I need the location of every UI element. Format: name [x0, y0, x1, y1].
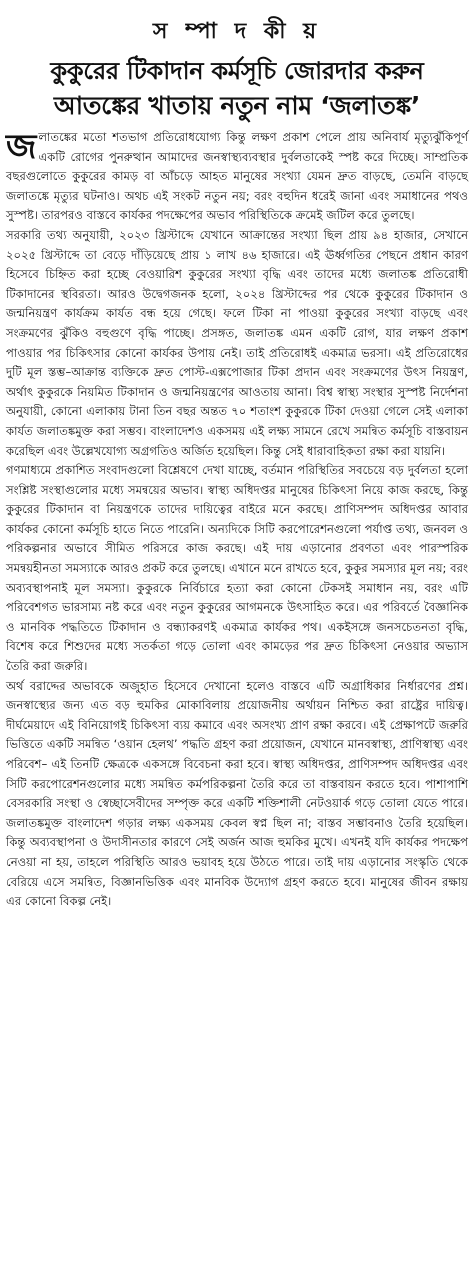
article-paragraph-text: লাতঙ্কের মতো শতভাগ প্রতিরোধযোগ্য কিন্তু লক্ষণ প্রকাশ পেলে প্রায় অনিবার্য মৃত্যুঝুঁকিপূর্ণ একটি রোগের পুনরুত্থান আমাদের জনস্বাস্থ্যব্যবস্থার দুর্বলতাকেই স্পষ্ট করে দিচ্ছে। সাম্প্রতিক বছরগুলোতে কুকুরের কামড় বা আঁচড়ে আহত মানুষের সংখ্যা যেমন দ্রুত বাড়ছে, তেমনি বাড়ছে জলাতঙ্কে মৃত্যুর ঘটনাও। অথচ এই সংকট নতুন নয়; বরং বহুদিন ধরেই জানা এবং সমাধানের পথও সুস্পষ্ট। তারপরও বাস্তবে কার্যকর পদক্ষেপের অভাব পরিস্থিতিকে ক্রমেই জটিল করে তুলছে। — [6, 130, 468, 223]
article-paragraph: গণমাধ্যমে প্রকাশিত সংবাদগুলো বিশ্লেষণে দেখা যাচ্ছে, বর্তমান পরিস্থিতির সবচেয়ে বড় দুর্বলতা হলো সংশ্লিষ্ট সংস্থাগুলোর মধ্যে সমন্বয়ের অভাব। স্বাস্থ্য অধিদপ্তর মানুষের চিকিৎসা নিয়ে কাজ করছে, কিন্তু কুকুরের টিকাদান বা নিয়ন্ত্রণকে তাদের দায়িত্বের বাইরে মনে করছে। প্রাণিসম্পদ অধিদপ্তর আবার কার্যকর কোনো কর্মসূচি হাতে নিতে পারেনি। অন্যদিকে সিটি করপোরেশনগুলো পর্যাপ্ত তথ্য, জনবল ও পরিকল্পনার অভাবে সীমিত পরিসরে কাজ করছে। এই দায় এড়ানোর প্রবণতা এবং পারস্পরিক সমন্বয়হীনতা সমস্যাকে আরও প্রকট করে তুলছে। এখানে মনে রাখতে হবে, কুকুর সমস্যার মূল নয়; বরং অব্যবস্থাপনাই মূল সমস্যা। কুকুরকে নির্বিচারে হত্যা করা কোনো টেকসই সমাধান নয়, বরং এটি পরিবেশগত ভারসাম্য নষ্ট করে এবং নতুন কুকুরের আগমনকে উৎসাহিত করে। এর পরিবর্তে বৈজ্ঞানিক ও মানবিক পদ্ধতিতে টিকাদান ও বন্ধ্যাকরণই একমাত্র কার্যকর পথ। একইসঙ্গে জনসচেতনতা বৃদ্ধি, বিশেষ করে শিশুদের মধ্যে সতর্কতা গড়ে তোলা এবং কামড়ের পর দ্রুত চিকিৎসা নেওয়ার অভ্যাস তৈরি করা জরুরি। — [6, 463, 468, 674]
article-paragraph: সরকারি তথ্য অনুযায়ী, ২০২৩ খ্রিস্টাব্দে যেখানে আক্রান্তের সংখ্যা ছিল প্রায় ৯৪ হাজার, সেখানে ২০২৫ খ্রিস্টাব্দে তা বেড়ে দাঁড়িয়েছে প্রায় ১ লাখ ৪৬ হাজারে। এই ঊর্ধ্বগতির পেছনে প্রধান কারণ হিসেবে চিহ্নিত করা হচ্ছে বেওয়ারিশ কুকুরের সংখ্যা বৃদ্ধি এবং তাদের মধ্যে জলাতঙ্ক প্রতিরোধী টিকাদানের স্থবিরতা। আরও উদ্বেগজনক হলো, ২০২৪ খ্রিস্টাব্দের পর থেকে কুকুরের টিকাদান ও জন্মনিয়ন্ত্রণ কার্যক্রম কার্যত বন্ধ হয়ে গেছে। ফলে টিকা না পাওয়া কুকুরের সংখ্যা বাড়ছে এবং সংক্রমণের ঝুঁকিও বহুগুণে বৃদ্ধি পাচ্ছে। প্রসঙ্গত, জলাতঙ্ক এমন একটি রোগ, যার লক্ষণ প্রকাশ পাওয়ার পর চিকিৎসার কোনো কার্যকর উপায় নেই। তাই প্রতিরোধই একমাত্র ভরসা। এই প্রতিরোধের দুটি মূল স্তম্ভ–আক্রান্ত ব্যক্তিকে দ্রুত পোস্ট-এক্সপোজার টিকা প্রদান এবং সংক্রমণের উৎস নিয়ন্ত্রণ, অর্থাৎ কুকুরকে নিয়মিত টিকাদান ও জন্মনিয়ন্ত্রণের আওতায় আনা। বিশ্ব স্বাস্থ্য সংস্থার সুস্পষ্ট নির্দেশনা অনুযায়ী, কোনো এলাকায় টানা তিন বছর অন্তত ৭০ শতাংশ কুকুরকে টিকা দেওয়া গেলে সেই এলাকা কার্যত জলাতঙ্কমুক্ত করা সম্ভব। বাংলাদেশও একসময় এই লক্ষ্য সামনে রেখে সমন্বিত কর্মসূচি বাস্তবায়ন করেছিল এবং উল্লেখযোগ্য অগ্রগতিও অর্জিত হয়েছিল। কিন্তু সেই ধারাবাহিকতা রক্ষা করা যায়নি। — [6, 227, 468, 458]
headline-line-2: আতঙ্কের খাতায় নতুন নাম ‘জলাতঙ্ক’ — [53, 91, 421, 120]
article-paragraph: অর্থ বরাদ্দের অভাবকে অজুহাত হিসেবে দেখানো হলেও বাস্তবে এটি অগ্রাধিকার নির্ধারণের প্রশ্ন। জনস্বাস্থ্যের জন্য এত বড় হুমকির মোকাবিলায় প্রয়োজনীয় অর্থায়ন নিশ্চিত করা রাষ্ট্রের দায়িত্ব। দীর্ঘমেয়াদে এই বিনিয়োগই চিকিৎসা ব্যয় কমাবে এবং অসংখ্য প্রাণ রক্ষা করবে। এই প্রেক্ষাপটে জরুরি ভিত্তিতে একটি সমন্বিত ‘ওয়ান হেলথ’ পদ্ধতি গ্রহণ করা প্রয়োজন, যেখানে মানবস্বাস্থ্য, প্রাণিস্বাস্থ্য এবং পরিবেশ– এই তিনটি ক্ষেত্রকে একসঙ্গে বিবেচনা করা হবে। স্বাস্থ্য অধিদপ্তর, প্রাণিসম্পদ অধিদপ্তর এবং সিটি করপোরেশনগুলোর মধ্যে সমন্বিত কর্মপরিকল্পনা তৈরি করে তা বাস্তবায়ন করতে হবে। পাশাপাশি বেসরকারি সংস্থা ও স্বেচ্ছাসেবীদের সম্পৃক্ত করে একটি শক্তিশালী নেটওয়ার্ক গড়ে তোলা যেতে পারে। জলাতঙ্কমুক্ত বাংলাদেশ গড়ার লক্ষ্য একসময় কেবল স্বপ্ন ছিল না; বাস্তব সম্ভাবনাও তৈরি হয়েছিল। কিন্তু অব্যবস্থাপনা ও উদাসীনতার কারণে সেই অর্জন আজ হুমকির মুখে। এখনই যদি কার্যকর পদক্ষেপ নেওয়া না হয়, তাহলে পরিস্থিতি আরও ভয়াবহ হয়ে উঠতে পারে। তাই দায় এড়ানোর সংস্কৃতি থেকে বেরিয়ে এসে সমন্বিত, বিজ্ঞানভিত্তিক এবং মানবিক উদ্যোগ গ্রহণ করতে হবে। মানুষের জীবন রক্ষায় এর কোনো বিকল্প নেই। — [6, 678, 468, 909]
article-body — [6, 128, 468, 912]
headline-line-1: কুকুরের টিকাদান কর্মসূচি জোরদার করুন — [50, 57, 424, 85]
section-title: স ম্পা দ কী য় — [152, 18, 322, 44]
drop-cap: জ — [6, 127, 37, 167]
article-paragraph — [6, 128, 468, 226]
